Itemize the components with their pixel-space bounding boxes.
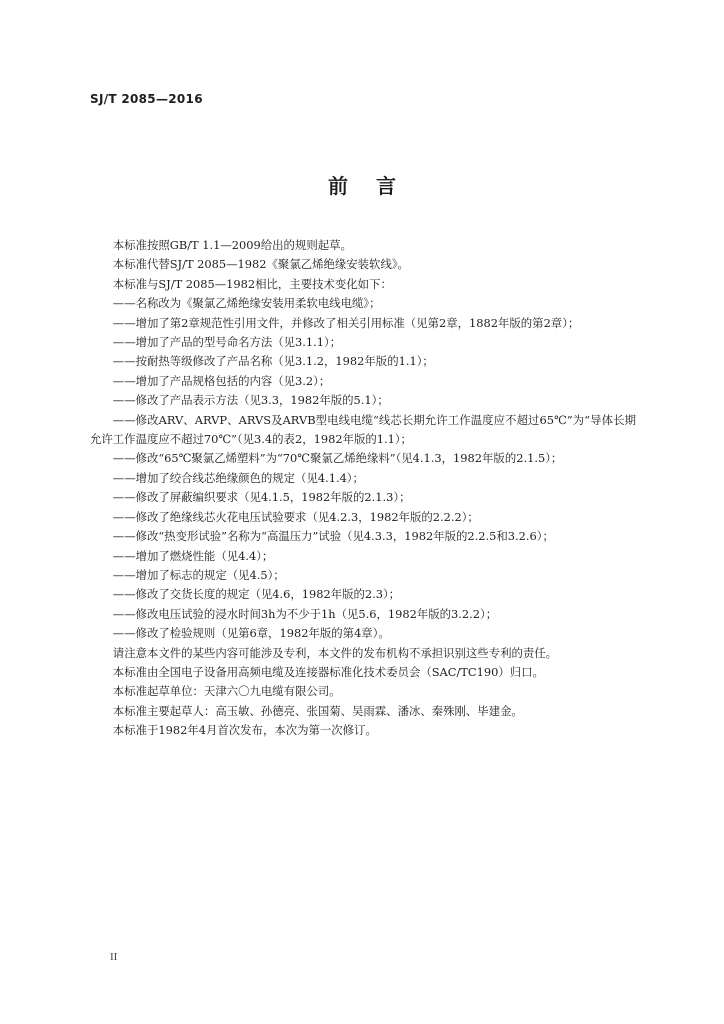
change-item: ——修改电压试验的浸水时间3h为不少于1h（见5.6，1982年版的3.2.2）； [112, 606, 498, 621]
page-number: II [110, 951, 118, 963]
paragraph: 本标准主要起草人：高玉敏、孙德亮、张国菊、吴雨霖、潘冰、秦殊刚、毕建金。 [112, 703, 523, 718]
change-item: ——名称改为《聚氯乙烯绝缘安装用柔软电线电缆》； [112, 296, 381, 311]
change-item: ——修改了产品表示方法（见3.3，1982年版的5.1）； [112, 393, 389, 408]
change-item: ——增加了标志的规定（见4.5）； [112, 567, 285, 582]
change-item: ——修改了屏蔽编织要求（见4.1.5，1982年版的2.1.3）； [112, 490, 411, 505]
change-item: ——修改“65℃聚氯乙烯塑料”为“70℃聚氯乙烯绝缘料”（见4.1.3，1982年版的2.1.5）； [112, 451, 563, 466]
change-item: ——修改“热变形试验”名称为“高温压力”试验（见4.3.3，1982年版的2.2.5和3.2.6）； [112, 529, 554, 544]
change-item: ——修改ARV、ARVP、ARVS及ARVB型电线电缆“线芯长期允许工作温度应不超过65℃”为“导体长期允许工作温度应不超过70℃”（见3.4的表2，1982年版的1.1）； [90, 412, 636, 447]
change-item: ——增加了产品的型号命名方法（见3.1.1）； [112, 335, 342, 350]
change-item: ——修改了交货长度的规定（见4.6，1982年版的2.3）； [112, 587, 401, 602]
paragraph: 本标准按照GB/T 1.1—2009给出的规则起草。 [112, 238, 352, 252]
change-item: ——修改了绝缘线芯火花电压试验要求（见4.2.3，1982年版的2.2.2）； [112, 509, 479, 524]
change-item: ——按耐热等级修改了产品名称（见3.1.2，1982年版的1.1）； [112, 354, 434, 369]
paragraph: 本标准起草单位：天津六〇九电缆有限公司。 [112, 684, 341, 699]
standard-code: SJ/T 2085—2016 [90, 92, 203, 106]
change-item: ——增加了绞合线芯绝缘颜色的规定（见4.1.4）； [112, 470, 364, 485]
foreword-body [90, 236, 636, 741]
paragraph: 本标准由全国电子设备用高频电缆及连接器标准化技术委员会（SAC/TC190）归口。 [112, 664, 544, 679]
change-item: ——增加了第2章规范性引用文件，并修改了相关引用标准（见第2章，1882年版的第2章）； [112, 315, 580, 330]
paragraph: 本标准代替SJ/T 2085—1982《聚氯乙烯绝缘安装软线》。 [112, 257, 409, 272]
change-item: ——增加了燃烧性能（见4.4）； [112, 548, 274, 563]
paragraph: 本标准于1982年4月首次发布，本次为第一次修订。 [112, 723, 377, 738]
paragraph: 本标准与SJ/T 2085—1982相比，主要技术变化如下： [112, 276, 392, 291]
paragraph: 请注意本文件的某些内容可能涉及专利，本文件的发布机构不承担识别这些专利的责任。 [112, 645, 558, 660]
change-item: ——修改了检验规则（见第6章，1982年版的第4章）。 [112, 626, 390, 641]
change-item: ——增加了产品规格包括的内容（见3.2）； [112, 373, 331, 388]
page-title: 前言 [328, 174, 424, 198]
